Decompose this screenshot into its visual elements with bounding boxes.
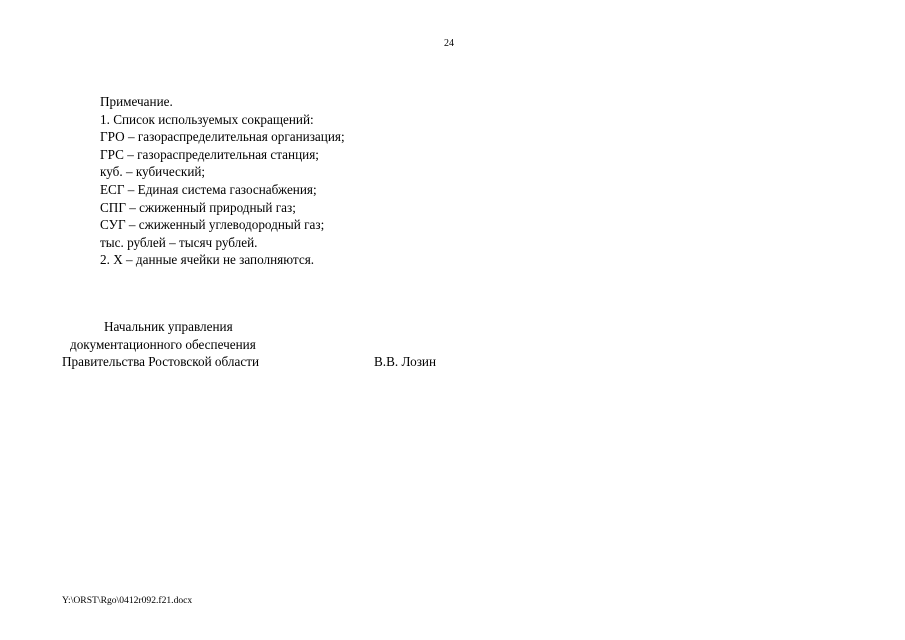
abbreviation-item: куб. – кубический; xyxy=(100,164,206,180)
signatory-title-line-2: документационного обеспечения xyxy=(70,336,256,352)
footer-file-path: Y:\ORST\Rgo\0412r092.f21.docx xyxy=(62,595,193,606)
note-heading: Примечание. xyxy=(100,94,173,109)
signatory-title-line-3 xyxy=(62,353,482,371)
abbreviation-item: СУГ – сжиженный углеводородный газ; xyxy=(100,217,325,233)
abbreviation-item: ЕСГ – Единая система газоснабжения; xyxy=(100,181,317,197)
note-item-2: 2. Х – данные ячейки не заполняются. xyxy=(100,252,315,268)
signature-block xyxy=(62,318,482,371)
abbreviation-item: СПГ – сжиженный природный газ; xyxy=(100,199,296,215)
abbreviation-item: ГРС – газораспределительная станция; xyxy=(100,146,319,162)
signatory-organization: Правительства Ростовской области xyxy=(62,354,260,370)
abbreviation-item: ГРО – газораспределительная организация; xyxy=(100,129,345,145)
page-number: 24 xyxy=(444,38,454,49)
signatory-name: В.В. Лозин xyxy=(374,354,437,370)
note-block xyxy=(100,93,600,269)
signatory-title-line-1: Начальник управления xyxy=(104,319,233,334)
abbreviation-item: тыс. рублей – тысяч рублей. xyxy=(100,234,258,250)
abbreviation-list-title: 1. Список используемых сокращений: xyxy=(100,111,314,127)
